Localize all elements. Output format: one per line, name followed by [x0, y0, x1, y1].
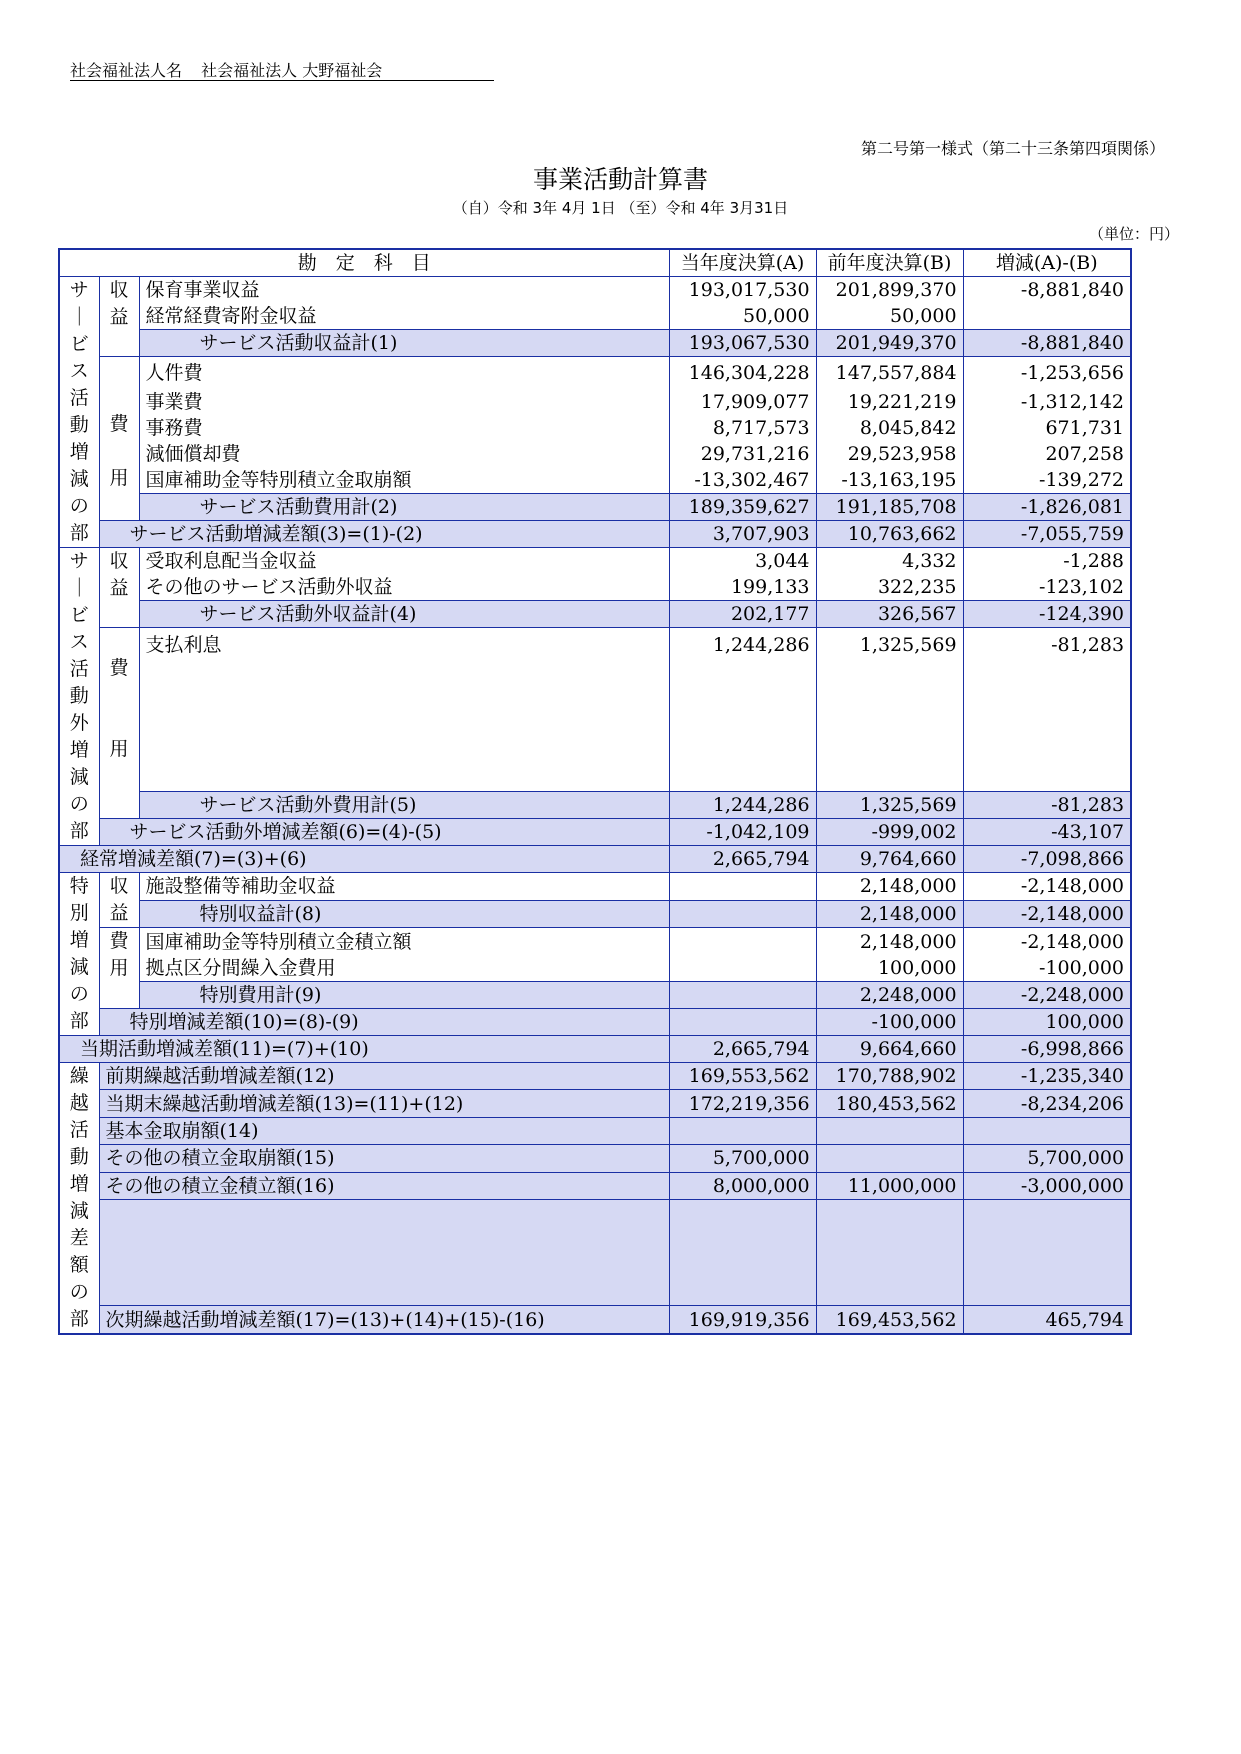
row-current: 193,067,530 — [669, 330, 816, 357]
row-previous: -13,163,195 — [816, 467, 963, 494]
row-previous: 50,000 — [816, 303, 963, 330]
table-row — [59, 389, 1131, 415]
row-previous: 2,148,000 — [816, 900, 963, 928]
row-current — [669, 955, 816, 982]
column-header-previous: 前年度決算(B) — [816, 249, 963, 277]
row-label: サービス活動外増減差額(6)=(4)-(5) — [99, 819, 669, 846]
row-current — [669, 873, 816, 901]
empty-row — [59, 1199, 1131, 1226]
row-label: 基本金取崩額(14) — [99, 1117, 669, 1144]
row-current: 17,909,077 — [669, 389, 816, 415]
row-current: 1,244,286 — [669, 792, 816, 819]
row-diff: -123,102 — [963, 574, 1131, 601]
row-current: 29,731,216 — [669, 441, 816, 467]
table-row — [59, 415, 1131, 441]
row-diff: -7,055,759 — [963, 521, 1131, 548]
row-current: 193,017,530 — [669, 277, 816, 304]
activity-statement-table — [58, 248, 1132, 1335]
row-previous: 8,045,842 — [816, 415, 963, 441]
fiscal-period: （自）令和 3年 4月 1日 （至）令和 4年 3月31日 — [452, 199, 789, 217]
table-row — [59, 873, 1131, 901]
table-row — [59, 955, 1131, 982]
empty-row — [59, 713, 1131, 739]
row-label: 国庫補助金等特別積立金取崩額 — [139, 467, 669, 494]
row-current: 169,553,562 — [669, 1063, 816, 1090]
document-title: 事業活動計算書 — [532, 165, 708, 194]
row-previous: 326,567 — [816, 601, 963, 628]
row-diff: -8,234,206 — [963, 1090, 1131, 1117]
row-diff: 100,000 — [963, 1009, 1131, 1036]
row-label: 当期活動増減差額(11)=(7)+(10) — [59, 1036, 669, 1063]
row-label: 人件費 — [139, 357, 669, 390]
row-current — [669, 900, 816, 928]
row-current — [669, 928, 816, 956]
subtotal-row — [59, 792, 1131, 819]
table-row — [59, 1117, 1131, 1144]
row-previous: 4,332 — [816, 548, 963, 575]
row-current — [669, 1117, 816, 1144]
column-header-diff: 増減(A)-(B) — [963, 249, 1131, 277]
row-previous: 19,221,219 — [816, 389, 963, 415]
row-current: 1,244,286 — [669, 628, 816, 662]
unit-label: （単位：円） — [1088, 225, 1179, 243]
row-label: その他の積立金取崩額(15) — [99, 1145, 669, 1172]
total-row — [59, 819, 1131, 846]
row-current: 169,919,356 — [669, 1306, 816, 1334]
row-current: 3,707,903 — [669, 521, 816, 548]
row-previous — [816, 1145, 963, 1172]
section-carryover: 繰 越 活 動 増 減 差 額 の 部 — [59, 1063, 99, 1335]
row-previous: 201,949,370 — [816, 330, 963, 357]
table-row — [59, 928, 1131, 956]
section-special: 特 別 増 減 の 部 — [59, 873, 99, 1036]
row-label: 経常増減差額(7)=(3)+(6) — [59, 846, 669, 873]
row-diff: -2,248,000 — [963, 982, 1131, 1009]
table-row — [59, 277, 1131, 304]
row-diff — [963, 303, 1131, 330]
row-diff: -2,148,000 — [963, 900, 1131, 928]
table-row — [59, 357, 1131, 390]
row-label: 受取利息配当金収益 — [139, 548, 669, 575]
row-current — [669, 1009, 816, 1036]
row-previous: 147,557,884 — [816, 357, 963, 390]
row-diff: -8,881,840 — [963, 277, 1131, 304]
row-diff: -1,235,340 — [963, 1063, 1131, 1090]
group-income: 収 益 — [99, 277, 139, 357]
row-diff: 5,700,000 — [963, 1145, 1131, 1172]
row-diff: -43,107 — [963, 819, 1131, 846]
row-diff: -8,881,840 — [963, 330, 1131, 357]
table-row — [59, 1172, 1131, 1199]
group-expense: 費 用 — [99, 357, 139, 521]
row-label: その他のサービス活動外収益 — [139, 574, 669, 601]
row-previous: 1,325,569 — [816, 628, 963, 662]
empty-row — [59, 661, 1131, 687]
row-diff — [963, 1117, 1131, 1144]
row-current: 2,665,794 — [669, 1036, 816, 1063]
row-diff: -100,000 — [963, 955, 1131, 982]
empty-row — [59, 1226, 1131, 1252]
table-header-row — [59, 249, 1131, 277]
empty-row — [59, 1279, 1131, 1306]
subtotal-row — [59, 982, 1131, 1009]
row-label: 施設整備等補助金収益 — [139, 873, 669, 901]
row-previous: 2,248,000 — [816, 982, 963, 1009]
column-header-current: 当年度決算(A) — [669, 249, 816, 277]
row-current: 189,359,627 — [669, 494, 816, 521]
empty-row — [59, 1253, 1131, 1279]
total-row — [59, 846, 1131, 873]
row-diff: -6,998,866 — [963, 1036, 1131, 1063]
table-row — [59, 1063, 1131, 1090]
row-current: 8,000,000 — [669, 1172, 816, 1199]
row-diff: -2,148,000 — [963, 928, 1131, 956]
row-previous: 191,185,708 — [816, 494, 963, 521]
row-previous — [816, 1117, 963, 1144]
table-row — [59, 467, 1131, 494]
table-row — [59, 303, 1131, 330]
row-label: 事務費 — [139, 415, 669, 441]
row-current: 146,304,228 — [669, 357, 816, 390]
table-row — [59, 628, 1131, 662]
row-label: サービス活動外収益計(4) — [139, 601, 669, 628]
group-income: 収 益 — [99, 548, 139, 628]
row-diff: -1,288 — [963, 548, 1131, 575]
row-previous: 11,000,000 — [816, 1172, 963, 1199]
corporation-name: 社会福祉法人 大野福祉会 — [201, 61, 383, 80]
row-previous: 2,148,000 — [816, 928, 963, 956]
row-label: 次期繰越活動増減差額(17)=(13)+(14)+(15)-(16) — [99, 1306, 669, 1334]
row-diff: 465,794 — [963, 1306, 1131, 1334]
row-label: 特別収益計(8) — [139, 900, 669, 928]
row-current — [669, 982, 816, 1009]
row-previous: 201,899,370 — [816, 277, 963, 304]
section-service: サ ｜ ビ ス 活 動 増 減 の 部 — [59, 277, 99, 548]
row-label: 事業費 — [139, 389, 669, 415]
row-label: 経常経費寄附金収益 — [139, 303, 669, 330]
row-label: 国庫補助金等特別積立金積立額 — [139, 928, 669, 956]
table-row — [59, 441, 1131, 467]
row-current: 8,717,573 — [669, 415, 816, 441]
row-label: 特別増減差額(10)=(8)-(9) — [99, 1009, 669, 1036]
row-label: 拠点区分間繰入金費用 — [139, 955, 669, 982]
empty-row — [59, 765, 1131, 792]
row-current: -1,042,109 — [669, 819, 816, 846]
row-diff: -1,253,656 — [963, 357, 1131, 390]
row-diff: -1,312,142 — [963, 389, 1131, 415]
row-previous: 100,000 — [816, 955, 963, 982]
form-number: 第二号第一様式（第二十三条第四項関係） — [860, 139, 1165, 158]
row-previous: 9,764,660 — [816, 846, 963, 873]
corporation-label: 社会福祉法人名 — [70, 61, 183, 80]
corporation-name-line — [70, 58, 494, 81]
row-label: サービス活動増減差額(3)=(1)-(2) — [99, 521, 669, 548]
row-diff: -3,000,000 — [963, 1172, 1131, 1199]
table-row — [59, 548, 1131, 575]
subtotal-row — [59, 900, 1131, 928]
total-row — [59, 1306, 1131, 1334]
row-diff: -124,390 — [963, 601, 1131, 628]
row-label: 保育事業収益 — [139, 277, 669, 304]
row-diff: -139,272 — [963, 467, 1131, 494]
table-row — [59, 1145, 1131, 1172]
empty-row — [59, 739, 1131, 765]
total-row — [59, 1036, 1131, 1063]
group-expense: 費 用 — [99, 928, 139, 1009]
row-current: -13,302,467 — [669, 467, 816, 494]
total-row — [59, 1009, 1131, 1036]
row-diff: -7,098,866 — [963, 846, 1131, 873]
row-label: 支払利息 — [139, 628, 669, 662]
row-previous: 170,788,902 — [816, 1063, 963, 1090]
subtotal-row — [59, 494, 1131, 521]
row-current: 5,700,000 — [669, 1145, 816, 1172]
row-label: サービス活動費用計(2) — [139, 494, 669, 521]
group-income: 収 益 — [99, 873, 139, 928]
row-current: 2,665,794 — [669, 846, 816, 873]
row-current: 202,177 — [669, 601, 816, 628]
row-previous: 169,453,562 — [816, 1306, 963, 1334]
row-previous: 10,763,662 — [816, 521, 963, 548]
section-nonservice: サ ｜ ビ ス 活 動 外 増 減 の 部 — [59, 548, 99, 846]
subtotal-row — [59, 601, 1131, 628]
row-previous: 29,523,958 — [816, 441, 963, 467]
row-previous: 1,325,569 — [816, 792, 963, 819]
total-row — [59, 521, 1131, 548]
row-current: 50,000 — [669, 303, 816, 330]
row-label: サービス活動外費用計(5) — [139, 792, 669, 819]
row-previous: 180,453,562 — [816, 1090, 963, 1117]
row-diff: 671,731 — [963, 415, 1131, 441]
row-label: 減価償却費 — [139, 441, 669, 467]
row-diff: -2,148,000 — [963, 873, 1131, 901]
row-previous: -100,000 — [816, 1009, 963, 1036]
row-label: サービス活動収益計(1) — [139, 330, 669, 357]
row-label: 特別費用計(9) — [139, 982, 669, 1009]
table-row — [59, 1090, 1131, 1117]
empty-row — [59, 687, 1131, 713]
row-previous: 2,148,000 — [816, 873, 963, 901]
group-expense: 費 用 — [99, 628, 139, 819]
column-header-account: 勘 定 科 目 — [59, 249, 669, 277]
row-label: 当期末繰越活動増減差額(13)=(11)+(12) — [99, 1090, 669, 1117]
row-current: 172,219,356 — [669, 1090, 816, 1117]
row-label: その他の積立金積立額(16) — [99, 1172, 669, 1199]
row-previous: -999,002 — [816, 819, 963, 846]
row-diff: -81,283 — [963, 628, 1131, 662]
row-diff: -1,826,081 — [963, 494, 1131, 521]
row-current: 199,133 — [669, 574, 816, 601]
table-row — [59, 574, 1131, 601]
row-label: 前期繰越活動増減差額(12) — [99, 1063, 669, 1090]
row-diff: -81,283 — [963, 792, 1131, 819]
row-current: 3,044 — [669, 548, 816, 575]
row-diff: 207,258 — [963, 441, 1131, 467]
row-previous: 9,664,660 — [816, 1036, 963, 1063]
row-previous: 322,235 — [816, 574, 963, 601]
subtotal-row — [59, 330, 1131, 357]
